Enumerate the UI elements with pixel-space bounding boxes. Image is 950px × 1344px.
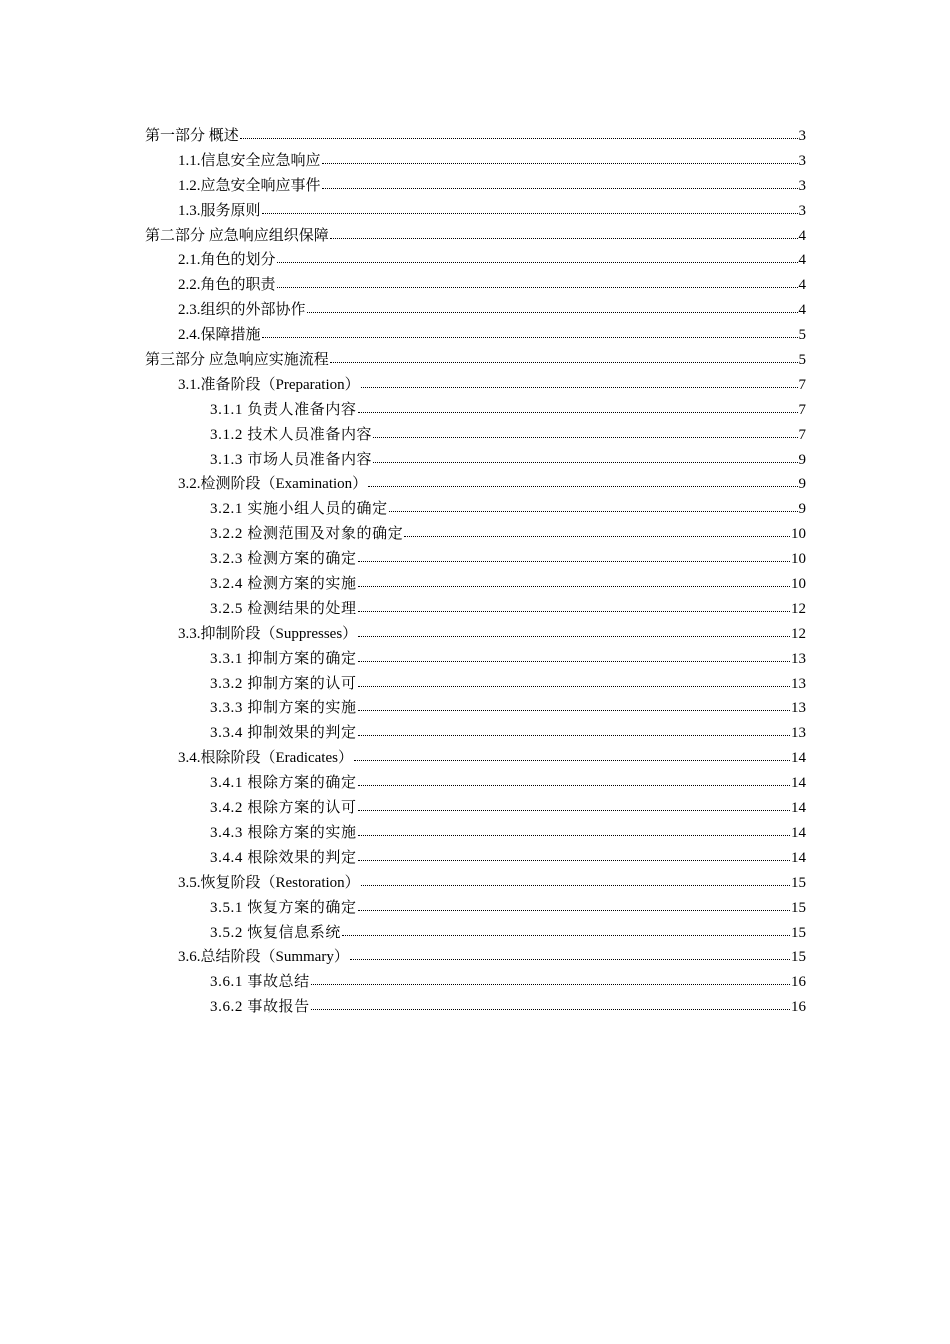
toc-entry[interactable]: [145, 896, 806, 921]
toc-dot-leader: [358, 411, 798, 413]
toc-entry-page-number[interactable]: 9: [798, 476, 806, 493]
toc-entry[interactable]: [145, 348, 806, 373]
toc-entry-label[interactable]: 第二部分 应急响应组织保障: [145, 227, 329, 244]
toc-dot-leader: [358, 784, 790, 786]
toc-dot-leader: [342, 934, 790, 936]
toc-entry-label[interactable]: 3.2.检测阶段（Examination）: [178, 476, 368, 493]
toc-dot-leader: [358, 859, 790, 861]
toc-entry-label[interactable]: 1.1.信息安全应急响应: [178, 152, 321, 169]
toc-dot-leader: [358, 834, 790, 836]
toc-entry-label[interactable]: 3.6.2 事故报告: [210, 999, 310, 1016]
toc-entry-page-number[interactable]: 13: [791, 675, 806, 692]
toc-entry[interactable]: [145, 472, 806, 497]
toc-entry-page-number[interactable]: 14: [791, 824, 806, 841]
toc-entry-label[interactable]: 3.4.2 根除方案的认可: [210, 800, 357, 817]
toc-entry-label[interactable]: 3.2.1 实施小组人员的确定: [210, 501, 388, 518]
toc-entry-label[interactable]: 3.5.恢复阶段（Restoration）: [178, 874, 360, 891]
toc-entry-page-number[interactable]: 12: [791, 625, 806, 642]
toc-dot-leader: [361, 386, 798, 388]
toc-entry-page-number[interactable]: 15: [791, 924, 806, 941]
toc-entry-label[interactable]: 3.2.5 检测结果的处理: [210, 600, 357, 617]
toc-dot-leader: [358, 660, 790, 662]
toc-entry-page-number[interactable]: 14: [791, 849, 806, 866]
toc-entry-label[interactable]: 3.1.1 负责人准备内容: [210, 401, 357, 418]
toc-dot-leader: [330, 237, 798, 239]
toc-entry-label[interactable]: 第一部分 概述: [145, 128, 239, 144]
toc-entry-label[interactable]: 2.2.角色的职责: [178, 277, 276, 294]
toc-dot-leader: [389, 510, 798, 512]
toc-entry-label[interactable]: 3.4.根除阶段（Eradicates）: [178, 750, 353, 767]
toc-dot-leader: [404, 535, 790, 537]
toc-dot-leader: [358, 610, 790, 612]
toc-entry[interactable]: [145, 398, 806, 423]
toc-entry-label[interactable]: 2.4.保障措施: [178, 327, 261, 344]
toc-dot-leader: [373, 461, 797, 463]
toc-entry-label[interactable]: 3.3.抑制阶段（Suppresses）: [178, 625, 358, 642]
toc-dot-leader: [277, 286, 798, 288]
toc-entry[interactable]: [145, 124, 806, 149]
toc-entry-page-number[interactable]: 3: [798, 128, 806, 144]
toc-entry[interactable]: [145, 323, 806, 348]
toc-entry[interactable]: [145, 248, 806, 273]
toc-entry[interactable]: [145, 846, 806, 871]
toc-entry-label[interactable]: 3.1.准备阶段（Preparation）: [178, 376, 360, 393]
toc-entry-page-number[interactable]: 13: [791, 650, 806, 667]
toc-entry[interactable]: [145, 149, 806, 174]
toc-entry-page-number[interactable]: 12: [791, 600, 806, 617]
toc-dot-leader: [322, 162, 798, 164]
toc-entry-page-number[interactable]: 14: [791, 800, 806, 817]
toc-entry-page-number[interactable]: 16: [791, 974, 806, 991]
toc-dot-leader: [358, 909, 790, 911]
toc-entry-label[interactable]: 3.3.1 抑制方案的确定: [210, 650, 357, 667]
toc-entry[interactable]: [145, 224, 806, 249]
toc-entry-label[interactable]: 3.3.2 抑制方案的认可: [210, 675, 357, 692]
toc-dot-leader: [373, 436, 797, 438]
toc-entry-page-number[interactable]: 4: [798, 302, 806, 319]
toc-entry-page-number[interactable]: 4: [798, 227, 806, 244]
toc-entry[interactable]: [145, 448, 806, 473]
toc-entry-page-number[interactable]: 4: [798, 277, 806, 294]
toc-entry-page-number[interactable]: 5: [798, 327, 806, 344]
toc-entry-label[interactable]: 3.1.3 市场人员准备内容: [210, 451, 373, 468]
toc-entry-label[interactable]: 3.1.2 技术人员准备内容: [210, 426, 373, 443]
table-of-contents: [145, 124, 806, 1020]
toc-entry-page-number[interactable]: 16: [791, 999, 806, 1016]
toc-entry-label[interactable]: 3.5.2 恢复信息系统: [210, 924, 341, 941]
toc-entry[interactable]: [145, 672, 806, 697]
toc-entry-label[interactable]: 3.3.4 抑制效果的判定: [210, 725, 357, 742]
toc-dot-leader: [307, 311, 798, 313]
toc-entry[interactable]: [145, 298, 806, 323]
toc-entry[interactable]: [145, 547, 806, 572]
toc-entry-page-number[interactable]: 3: [798, 177, 806, 194]
toc-entry[interactable]: [145, 921, 806, 946]
toc-entry-page-number[interactable]: 5: [798, 352, 806, 369]
toc-entry-label[interactable]: 3.2.4 检测方案的实施: [210, 576, 357, 593]
toc-dot-leader: [330, 361, 798, 363]
toc-entry-page-number[interactable]: 7: [798, 376, 806, 393]
toc-entry-label[interactable]: 2.1.角色的划分: [178, 252, 276, 269]
toc-entry-page-number[interactable]: 13: [791, 725, 806, 742]
toc-entry-page-number[interactable]: 7: [798, 401, 806, 418]
toc-entry[interactable]: [145, 622, 806, 647]
toc-entry-page-number[interactable]: 3: [798, 152, 806, 169]
toc-entry-page-number[interactable]: 10: [791, 551, 806, 568]
toc-entry-page-number[interactable]: 3: [798, 202, 806, 219]
toc-entry-page-number[interactable]: 15: [791, 899, 806, 916]
toc-entry-page-number[interactable]: 15: [791, 949, 806, 966]
toc-dot-leader: [354, 759, 790, 761]
toc-entry[interactable]: [145, 174, 806, 199]
toc-entry[interactable]: [145, 746, 806, 771]
toc-entry-label[interactable]: 3.6.总结阶段（Summary）: [178, 949, 349, 966]
toc-entry[interactable]: [145, 696, 806, 721]
toc-entry[interactable]: [145, 796, 806, 821]
toc-entry-page-number[interactable]: 7: [798, 426, 806, 443]
toc-entry[interactable]: [145, 995, 806, 1020]
toc-entry-page-number[interactable]: 13: [791, 700, 806, 717]
toc-dot-leader: [311, 983, 790, 985]
toc-entry[interactable]: [145, 871, 806, 896]
toc-entry[interactable]: [145, 423, 806, 448]
toc-dot-leader: [361, 884, 790, 886]
toc-entry[interactable]: [145, 647, 806, 672]
toc-dot-leader: [358, 734, 790, 736]
toc-entry-page-number[interactable]: 14: [791, 775, 806, 792]
toc-dot-leader: [358, 635, 790, 637]
toc-dot-leader: [358, 560, 790, 562]
toc-entry-label[interactable]: 3.4.1 根除方案的确定: [210, 775, 357, 792]
toc-entry[interactable]: [145, 771, 806, 796]
toc-entry[interactable]: [145, 522, 806, 547]
toc-entry[interactable]: [145, 199, 806, 224]
toc-entry[interactable]: [145, 373, 806, 398]
toc-entry[interactable]: [145, 597, 806, 622]
toc-entry-label[interactable]: 1.3.服务原则: [178, 202, 261, 219]
toc-entry-page-number[interactable]: 10: [791, 576, 806, 593]
toc-dot-leader: [262, 212, 798, 214]
toc-entry-label[interactable]: 第三部分 应急响应实施流程: [145, 352, 329, 369]
toc-entry[interactable]: [145, 970, 806, 995]
toc-entry[interactable]: [145, 273, 806, 298]
toc-dot-leader: [358, 809, 790, 811]
toc-entry-label[interactable]: 1.2.应急安全响应事件: [178, 177, 321, 194]
toc-dot-leader: [358, 585, 790, 587]
toc-entry-page-number[interactable]: 9: [798, 501, 806, 518]
toc-dot-leader: [262, 336, 798, 338]
toc-dot-leader: [368, 485, 797, 487]
toc-dot-leader: [311, 1008, 790, 1010]
toc-entry-label[interactable]: 3.2.2 检测范围及对象的确定: [210, 526, 404, 543]
toc-entry-label[interactable]: 3.6.1 事故总结: [210, 974, 310, 991]
toc-entry[interactable]: [145, 721, 806, 746]
toc-dot-leader: [277, 261, 798, 263]
toc-entry-page-number[interactable]: 4: [798, 252, 806, 269]
toc-dot-leader: [358, 685, 790, 687]
toc-entry-label[interactable]: 3.4.3 根除方案的实施: [210, 824, 357, 841]
toc-dot-leader: [322, 187, 798, 189]
toc-entry-page-number[interactable]: 10: [791, 526, 806, 543]
toc-entry[interactable]: [145, 945, 806, 970]
toc-entry-label[interactable]: 3.5.1 恢复方案的确定: [210, 899, 357, 916]
toc-dot-leader: [350, 958, 790, 960]
toc-entry-page-number[interactable]: 9: [798, 451, 806, 468]
toc-entry-page-number[interactable]: 14: [791, 750, 806, 767]
toc-entry-label[interactable]: 3.4.4 根除效果的判定: [210, 849, 357, 866]
toc-entry-label[interactable]: 3.3.3 抑制方案的实施: [210, 700, 357, 717]
toc-entry[interactable]: [145, 497, 806, 522]
toc-entry[interactable]: [145, 821, 806, 846]
toc-entry[interactable]: [145, 572, 806, 597]
toc-dot-leader: [240, 137, 798, 139]
toc-dot-leader: [358, 709, 790, 711]
toc-entry-page-number[interactable]: 15: [791, 874, 806, 891]
toc-entry-label[interactable]: 2.3.组织的外部协作: [178, 302, 306, 319]
toc-entry-label[interactable]: 3.2.3 检测方案的确定: [210, 551, 357, 568]
